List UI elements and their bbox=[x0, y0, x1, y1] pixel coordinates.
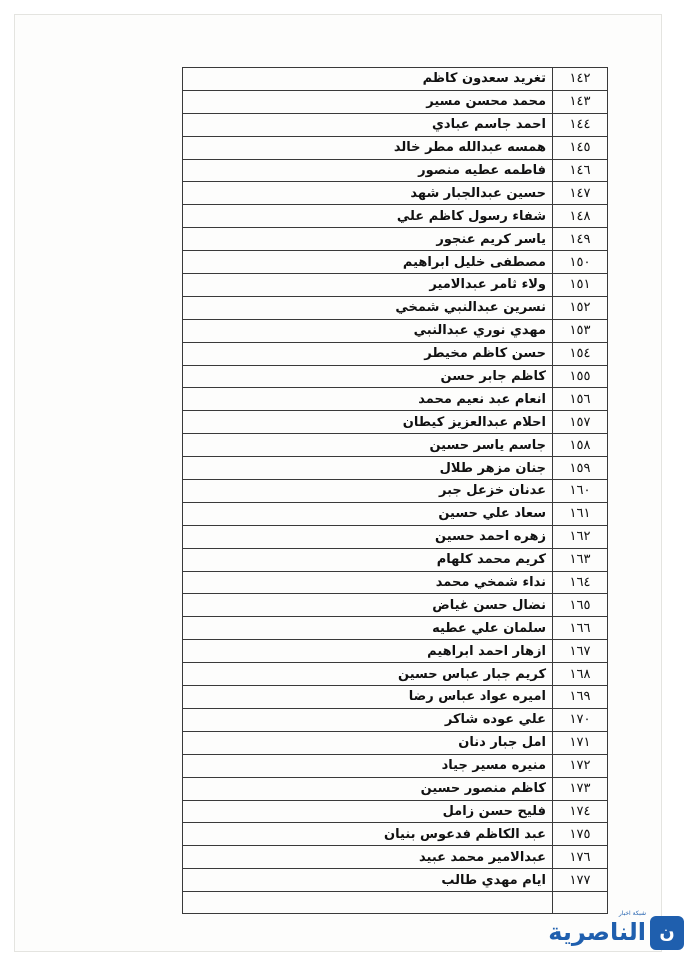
row-number: ١٥٦ bbox=[553, 388, 608, 411]
table-row bbox=[183, 136, 608, 159]
row-number: ١٦٨ bbox=[553, 663, 608, 686]
row-name: ازهار احمد ابراهيم bbox=[183, 640, 553, 663]
table-row bbox=[183, 205, 608, 228]
row-name: نسرين عبدالنبي شمخي bbox=[183, 296, 553, 319]
row-name: نداء شمخي محمد bbox=[183, 571, 553, 594]
row-name: ياسر كريم عنجور bbox=[183, 228, 553, 251]
table-row bbox=[183, 800, 608, 823]
table-row bbox=[183, 159, 608, 182]
table-row bbox=[183, 731, 608, 754]
row-number: ١٤٩ bbox=[553, 228, 608, 251]
table-row bbox=[183, 434, 608, 457]
row-name: كريم محمد كلهام bbox=[183, 548, 553, 571]
row-number: ١٥٨ bbox=[553, 434, 608, 457]
names-table bbox=[182, 67, 608, 914]
row-number: ١٤٦ bbox=[553, 159, 608, 182]
row-number: ١٥٧ bbox=[553, 411, 608, 434]
table-row bbox=[183, 182, 608, 205]
row-name: كاظم منصور حسين bbox=[183, 777, 553, 800]
table-row bbox=[183, 228, 608, 251]
row-name: سلمان علي عطيه bbox=[183, 617, 553, 640]
table-row bbox=[183, 571, 608, 594]
row-name: عبدالامير محمد عبيد bbox=[183, 846, 553, 869]
row-name: كاظم جابر حسن bbox=[183, 365, 553, 388]
table-row bbox=[183, 502, 608, 525]
row-name: علي عوده شاكر bbox=[183, 708, 553, 731]
row-number: ١٥٢ bbox=[553, 296, 608, 319]
row-number: ١٧٠ bbox=[553, 708, 608, 731]
row-number: ١٤٣ bbox=[553, 90, 608, 113]
names-table-body bbox=[183, 68, 608, 914]
table-row bbox=[183, 640, 608, 663]
table-row bbox=[183, 525, 608, 548]
row-number: ١٧٣ bbox=[553, 777, 608, 800]
row-name: جاسم ياسر حسين bbox=[183, 434, 553, 457]
row-number: ١٥٩ bbox=[553, 457, 608, 480]
row-number: ١٦٣ bbox=[553, 548, 608, 571]
row-name: احمد جاسم عبادي bbox=[183, 113, 553, 136]
table-row bbox=[183, 869, 608, 892]
table-row bbox=[183, 342, 608, 365]
row-name: منيره مسير جياد bbox=[183, 754, 553, 777]
table-row bbox=[183, 617, 608, 640]
row-name: نضال حسن غياض bbox=[183, 594, 553, 617]
table-row bbox=[183, 594, 608, 617]
table-row bbox=[183, 548, 608, 571]
row-number: ١٦٤ bbox=[553, 571, 608, 594]
row-name: عدنان خزعل جبر bbox=[183, 480, 553, 503]
row-name: ايام مهدي طالب bbox=[183, 869, 553, 892]
table-row bbox=[183, 823, 608, 846]
row-name: اميره عواد عباس رضا bbox=[183, 686, 553, 709]
row-number: ١٤٥ bbox=[553, 136, 608, 159]
table-row bbox=[183, 663, 608, 686]
row-number: ١٧٥ bbox=[553, 823, 608, 846]
row-number: ١٦٢ bbox=[553, 525, 608, 548]
table-row bbox=[183, 777, 608, 800]
row-name: جنان مزهر طلال bbox=[183, 457, 553, 480]
row-name: فليح حسن زامل bbox=[183, 800, 553, 823]
table-row-blank bbox=[183, 892, 608, 914]
row-name: عبد الكاظم فدعوس بنيان bbox=[183, 823, 553, 846]
table-row bbox=[183, 754, 608, 777]
row-number: ١٥١ bbox=[553, 274, 608, 297]
table-row bbox=[183, 480, 608, 503]
row-name: تغريد سعدون كاظم bbox=[183, 68, 553, 91]
row-name: حسن كاظم مخيطر bbox=[183, 342, 553, 365]
row-number: ١٤٢ bbox=[553, 68, 608, 91]
table-row bbox=[183, 274, 608, 297]
row-name: احلام عبدالعزيز كيطان bbox=[183, 411, 553, 434]
table-row bbox=[183, 319, 608, 342]
row-name: حسين عبدالجبار شهد bbox=[183, 182, 553, 205]
row-number: ١٦٧ bbox=[553, 640, 608, 663]
row-number: ١٧١ bbox=[553, 731, 608, 754]
row-name: كريم جبار عباس حسين bbox=[183, 663, 553, 686]
row-number: ١٧٧ bbox=[553, 869, 608, 892]
row-number: ١٧٦ bbox=[553, 846, 608, 869]
table-row bbox=[183, 388, 608, 411]
row-number: ١٤٨ bbox=[553, 205, 608, 228]
row-name: همسه عبدالله مطر خالد bbox=[183, 136, 553, 159]
table-row bbox=[183, 113, 608, 136]
row-name: مصطفى خليل ابراهيم bbox=[183, 251, 553, 274]
row-name: امل جبار دنان bbox=[183, 731, 553, 754]
site-logo bbox=[548, 910, 684, 954]
row-number: ١٤٤ bbox=[553, 113, 608, 136]
table-row bbox=[183, 708, 608, 731]
row-number: ١٦١ bbox=[553, 502, 608, 525]
row-name: ولاء ثامر عبدالامير bbox=[183, 274, 553, 297]
row-number: ١٧٤ bbox=[553, 800, 608, 823]
row-number: ١٦٥ bbox=[553, 594, 608, 617]
table-row bbox=[183, 686, 608, 709]
row-number: ١٥٥ bbox=[553, 365, 608, 388]
table-row bbox=[183, 68, 608, 91]
row-number: ١٥٤ bbox=[553, 342, 608, 365]
table-row bbox=[183, 251, 608, 274]
scanned-page bbox=[14, 14, 662, 952]
row-number: ١٧٢ bbox=[553, 754, 608, 777]
row-number: ١٥٣ bbox=[553, 319, 608, 342]
row-number: ١٦٠ bbox=[553, 480, 608, 503]
table-row bbox=[183, 457, 608, 480]
logo-subtext: شبكة اخبار bbox=[618, 910, 646, 917]
row-name: سعاد علي حسين bbox=[183, 502, 553, 525]
row-number: ١٦٩ bbox=[553, 686, 608, 709]
row-number: ١٥٠ bbox=[553, 251, 608, 274]
row-name: محمد محسن مسير bbox=[183, 90, 553, 113]
table-row bbox=[183, 411, 608, 434]
table-row bbox=[183, 365, 608, 388]
table-row bbox=[183, 90, 608, 113]
logo-badge-icon: ن bbox=[650, 916, 684, 950]
row-name: زهره احمد حسين bbox=[183, 525, 553, 548]
blank-cell-name bbox=[183, 892, 553, 914]
table-row bbox=[183, 846, 608, 869]
table-row bbox=[183, 296, 608, 319]
row-number: ١٦٦ bbox=[553, 617, 608, 640]
row-name: فاطمه عطيه منصور bbox=[183, 159, 553, 182]
row-name: شفاء رسول كاظم علي bbox=[183, 205, 553, 228]
row-name: انعام عبد نعيم محمد bbox=[183, 388, 553, 411]
row-number: ١٤٧ bbox=[553, 182, 608, 205]
row-name: مهدي نوري عبدالنبي bbox=[183, 319, 553, 342]
logo-text: الناصرية bbox=[548, 918, 646, 946]
